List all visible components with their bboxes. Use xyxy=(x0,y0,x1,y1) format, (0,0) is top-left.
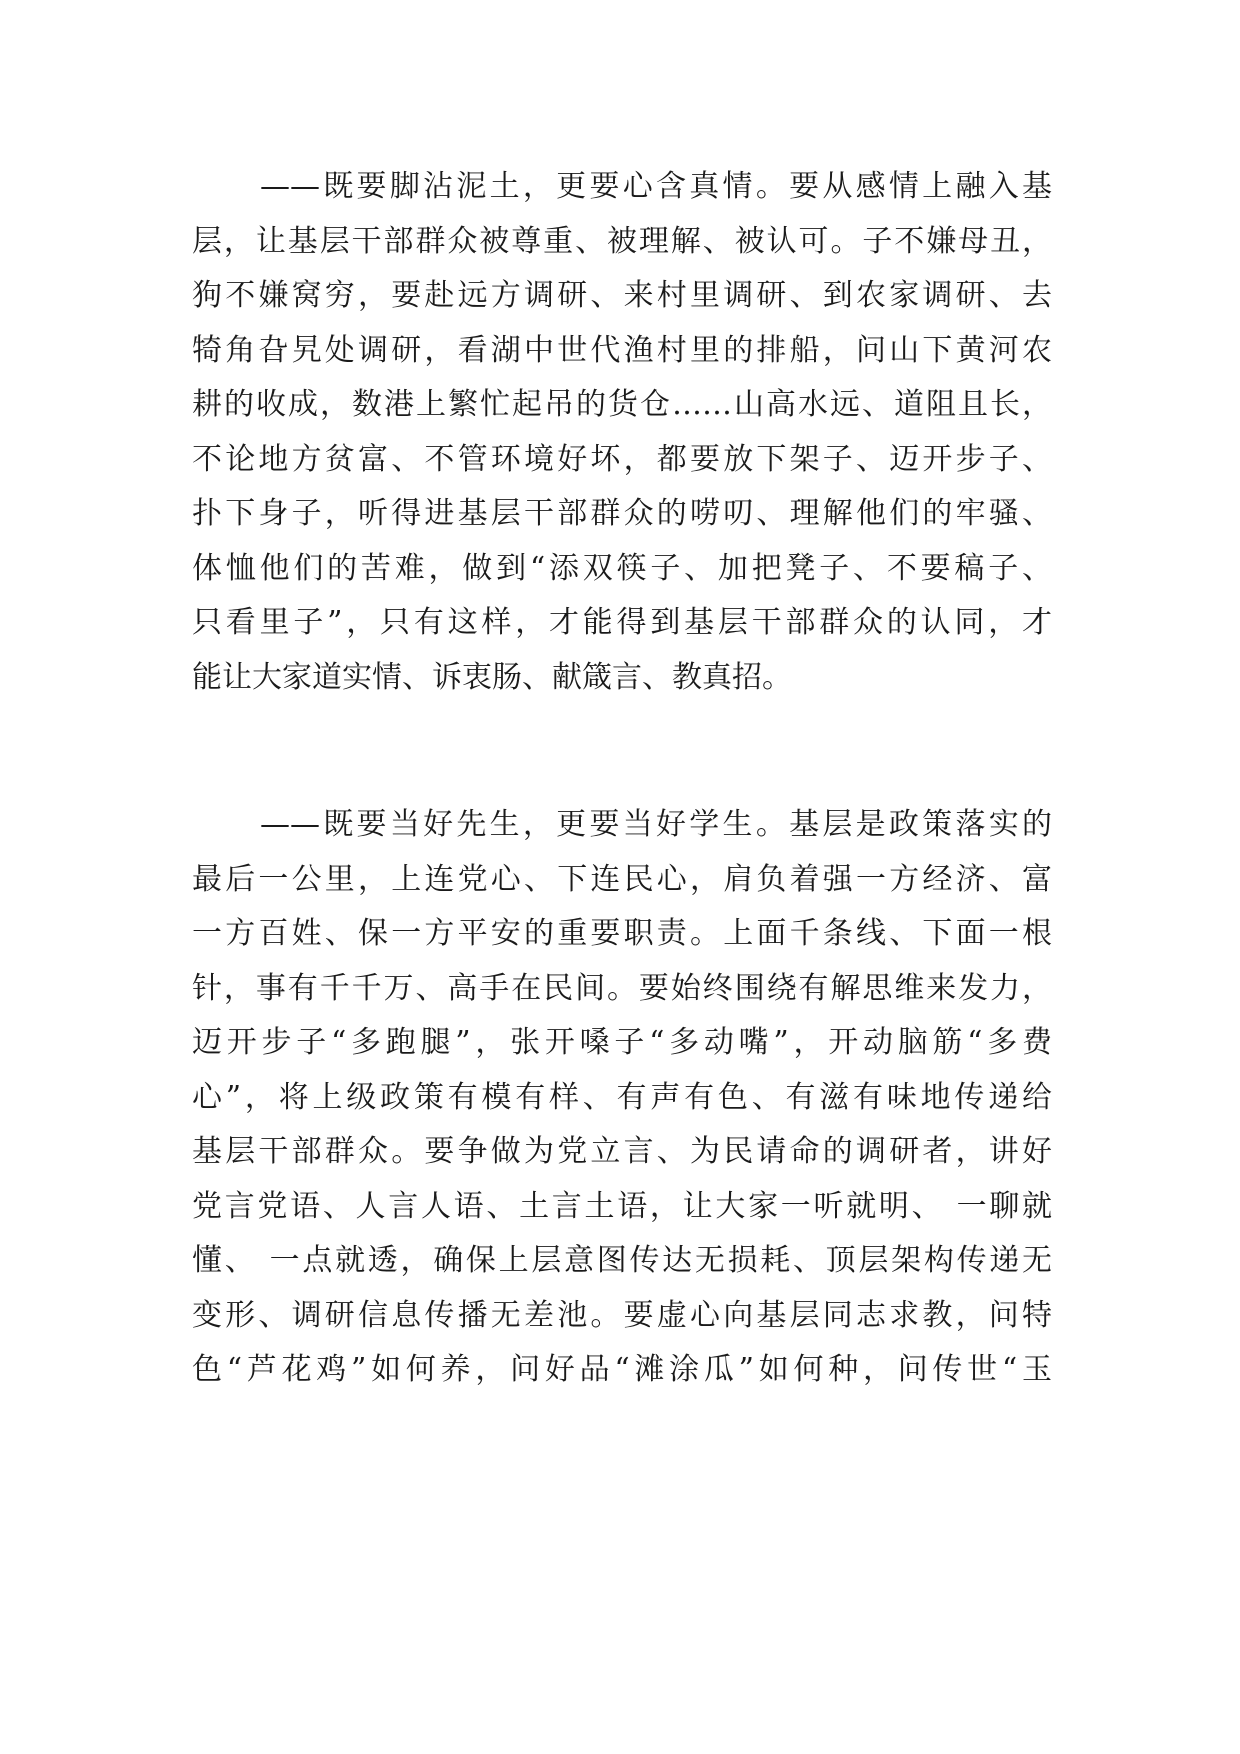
paragraph-line: 不论地方贫富、不管环境好坏，都要放下架子、迈开步子、 xyxy=(192,441,1052,477)
paragraph-line: 耕的收成，数港上繁忙起吊的货仓……山高水远、道阻且长， xyxy=(192,387,1052,422)
paragraph-line: 只看里子”，只有这样，才能得到基层干部群众的认同，才 xyxy=(192,605,1052,640)
paragraph-line: 党言党语、人言人语、土言土语，让大家一听就明、 一聊就 xyxy=(192,1188,1052,1224)
paragraph-line: 懂、 一点就透，确保上层意图传达无损耗、顶层架构传递无 xyxy=(192,1243,1052,1278)
paragraph-line: 变形、调研信息传播无差池。要虚心向基层同志求教，问特 xyxy=(192,1297,1052,1333)
paragraph-line: 体恤他们的苦难，做到“添双筷子、加把凳子、不要稿子、 xyxy=(192,550,1052,586)
paragraph-line: 能让大家道实情、诉衷肠、献箴言、教真招。 xyxy=(192,659,792,695)
paragraph-line: 心”，将上级政策有模有样、有声有色、有滋有味地传递给 xyxy=(192,1079,1052,1115)
paragraph-line: 最后一公里，上连党心、下连民心，肩负着强一方经济、富 xyxy=(192,861,1052,897)
paragraph-2 xyxy=(192,798,1052,1398)
paragraph-line: 色“芦花鸡”如何养，问好品“滩涂瓜”如何种，问传世“玉 xyxy=(192,1352,1052,1387)
paragraph-line: 层，让基层干部群众被尊重、被理解、被认可。子不嫌母丑， xyxy=(192,223,1052,259)
paragraph-line: 迈开步子“多跑腿”，张开嗓子“多动嘴”，开动脑筋“多费 xyxy=(192,1025,1052,1060)
paragraph-1 xyxy=(192,160,1052,705)
paragraph-line: 基层干部群众。要争做为党立言、为民请命的调研者，讲好 xyxy=(192,1134,1052,1169)
paragraph-line: 一方百姓、保一方平安的重要职责。上面千条线、下面一根 xyxy=(192,916,1052,951)
paragraph-line: 犄角旮旯处调研，看湖中世代渔村里的排船，问山下黄河农 xyxy=(192,332,1052,368)
paragraph-line: 狗不嫌窝穷，要赴远方调研、来村里调研、到农家调研、去 xyxy=(192,278,1052,313)
paragraph-line: 扑下身子，听得进基层干部群众的唠叨、理解他们的牢骚、 xyxy=(192,496,1052,531)
paragraph-line: 针，事有千千万、高手在民间。要始终围绕有解思维来发力， xyxy=(192,970,1052,1006)
paragraph-line: ——既要当好先生，更要当好学生。基层是政策落实的 xyxy=(260,807,1052,842)
paragraph-line: ——既要脚沾泥土，更要心含真情。要从感情上融入基 xyxy=(260,169,1052,204)
